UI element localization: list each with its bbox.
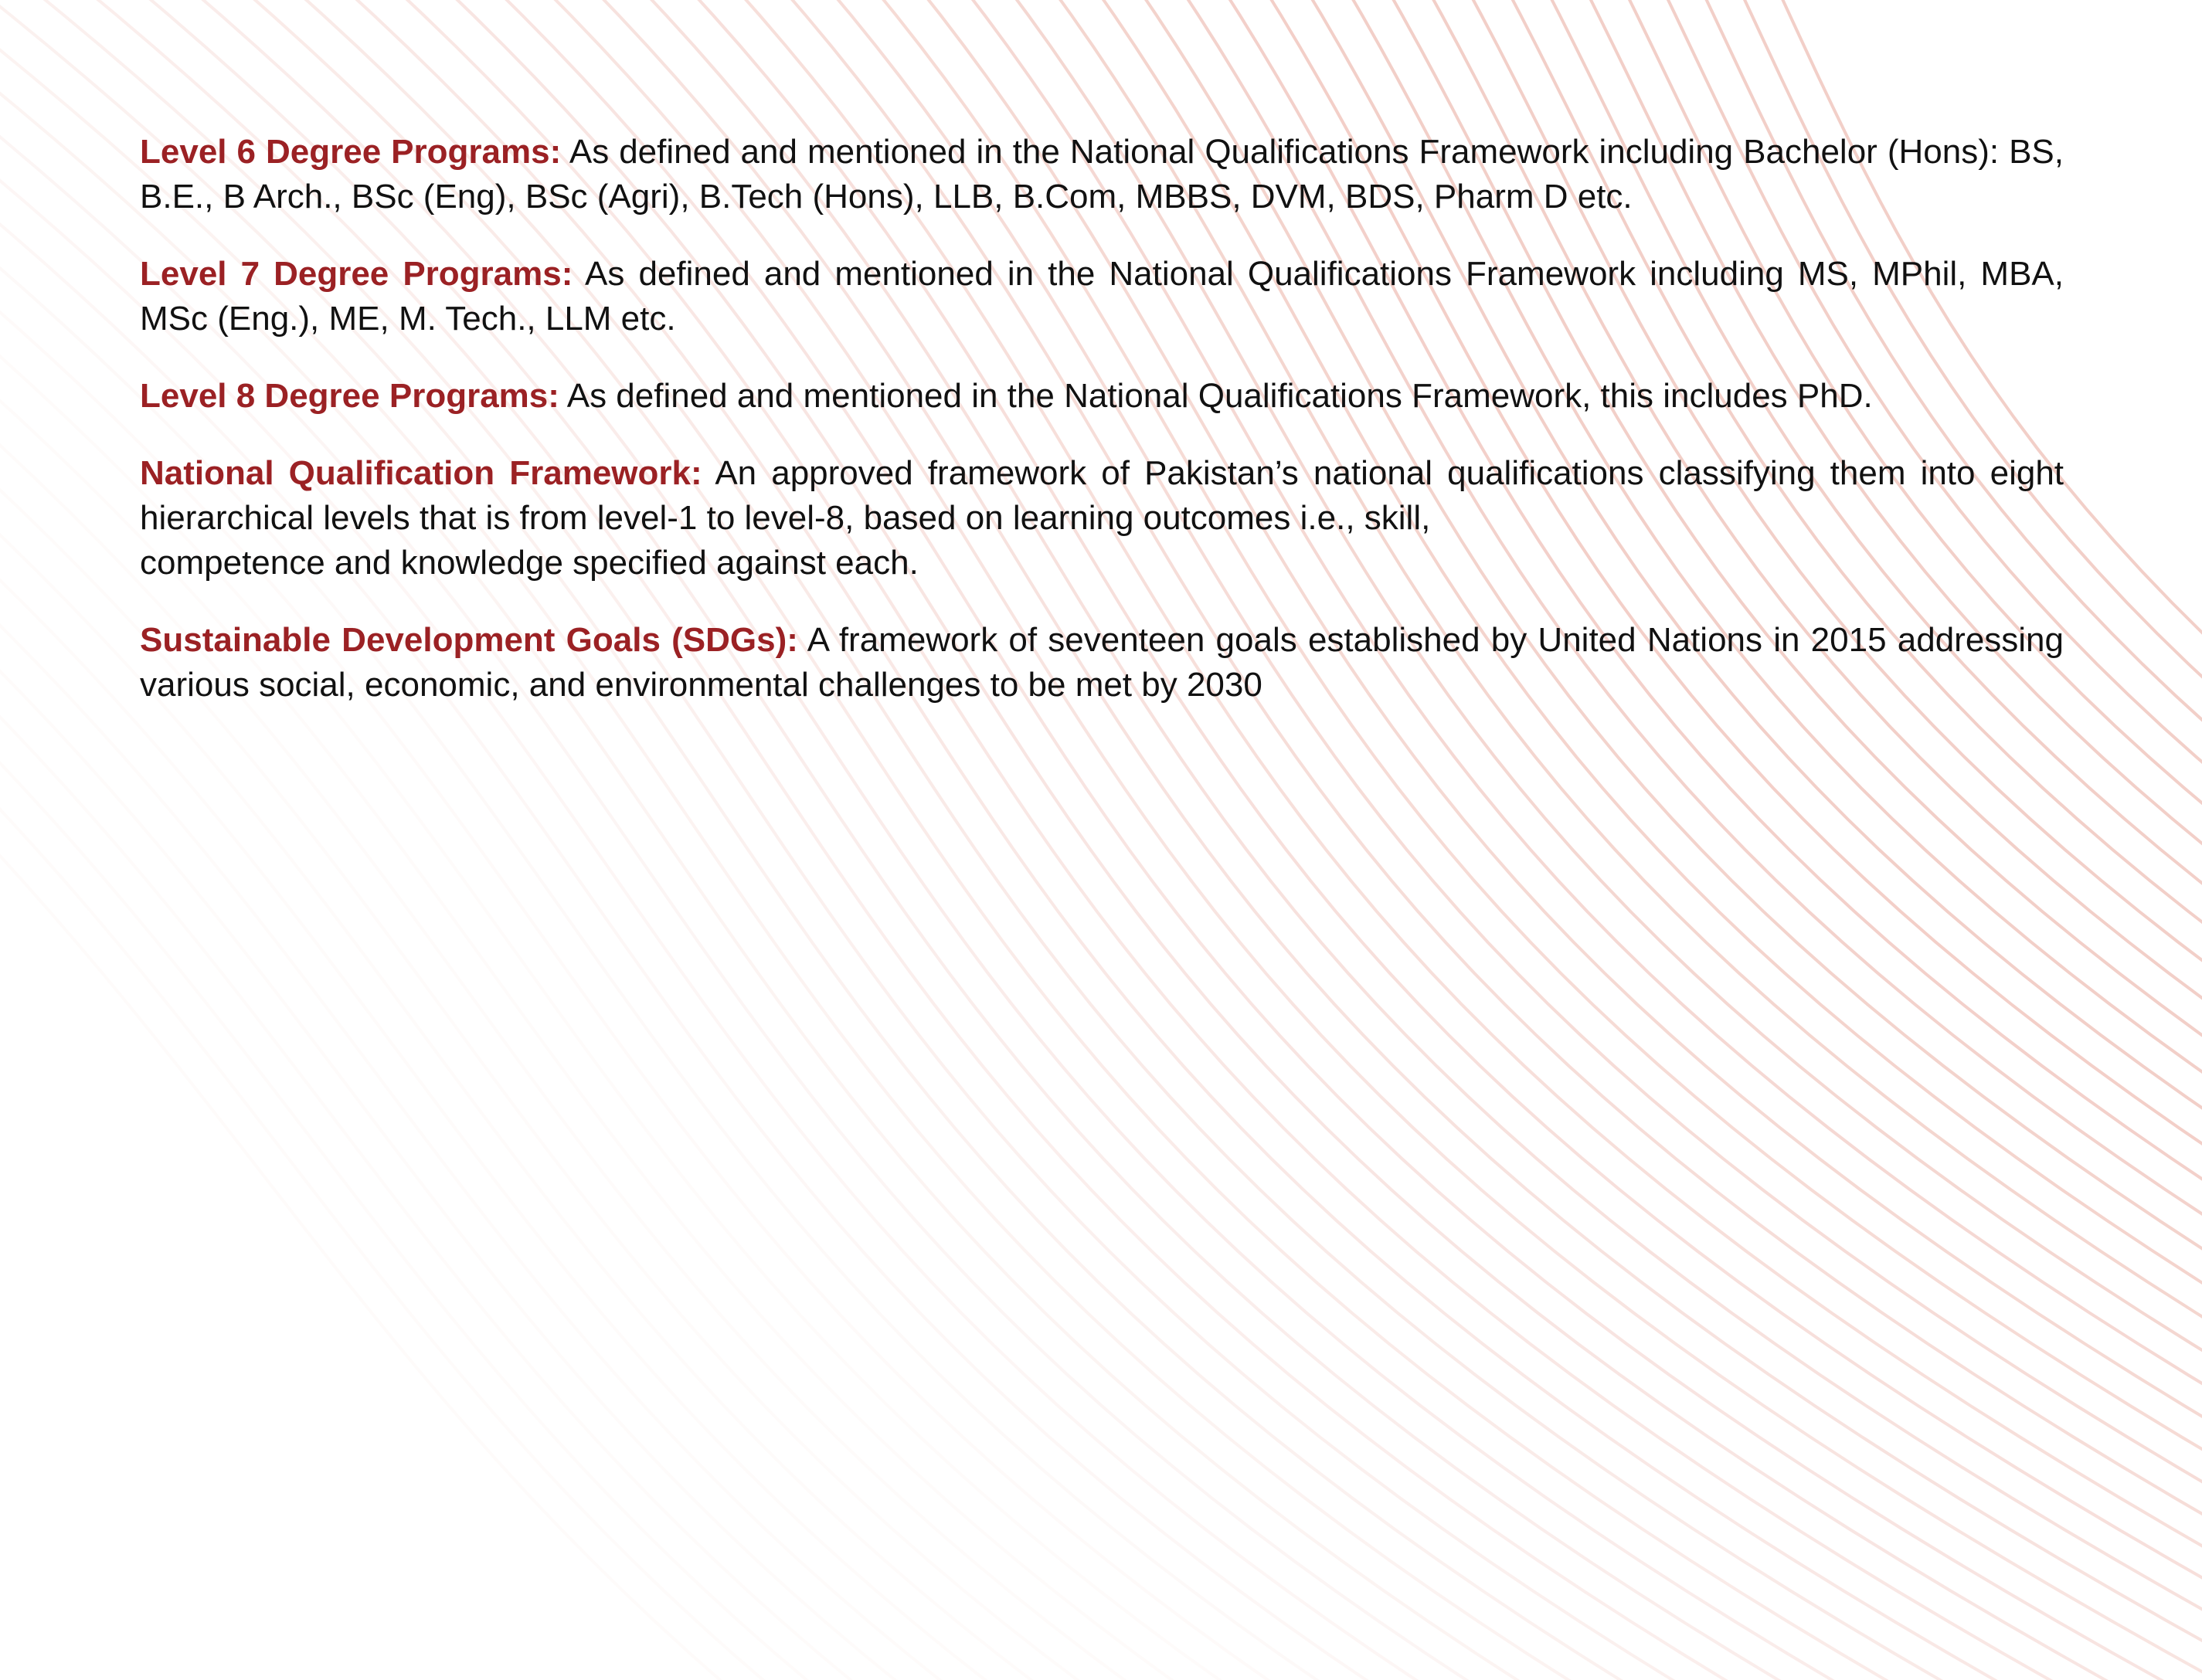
glossary-entry-nqf bbox=[140, 451, 2064, 585]
glossary-definition: An approved framework of Pakistan’s national qualifications classifying them into eight hierarchical levels that is from level-1 to level-8, based on learning outcomes i.e., skill, bbox=[140, 454, 2064, 537]
glossary-term: Level 6 Degree Programs: bbox=[140, 133, 562, 171]
glossary-term: Level 8 Degree Programs: bbox=[140, 377, 559, 415]
glossary-entry-level-7 bbox=[140, 252, 2064, 341]
glossary-term: Level 7 Degree Programs: bbox=[140, 255, 573, 293]
glossary-entry-level-6 bbox=[140, 130, 2064, 219]
glossary-entry-sdgs bbox=[140, 618, 2064, 708]
glossary-definition: As defined and mentioned in the National Qualifications Framework including MS, MPhil, MBA, MSc (Eng.), ME, M. Tech., LLM etc. bbox=[140, 255, 2064, 338]
glossary-definition: A framework of seventeen goals established by United Nations in 2015 addressing various social, economic, and environmental challenges to be met by 2030 bbox=[140, 621, 2064, 704]
glossary-term: National Qualification Framework: bbox=[140, 454, 702, 492]
glossary-content bbox=[140, 130, 2064, 740]
glossary-definition: As defined and mentioned in the National Qualifications Framework, this includes PhD. bbox=[566, 377, 1873, 415]
glossary-definition-continuation: competence and knowledge specified against each. bbox=[140, 544, 919, 582]
glossary-term: Sustainable Development Goals (SDGs): bbox=[140, 621, 798, 659]
glossary-entry-level-8 bbox=[140, 374, 2064, 419]
glossary-definition: As defined and mentioned in the National Qualifications Framework including Bachelor (Hons): BS, B.E., B Arch., BSc (Eng), BSc (Agri), B.Tech (Hons), LLB, B.Com, MBBS, DVM, BDS, Pharm D etc. bbox=[140, 133, 2064, 216]
